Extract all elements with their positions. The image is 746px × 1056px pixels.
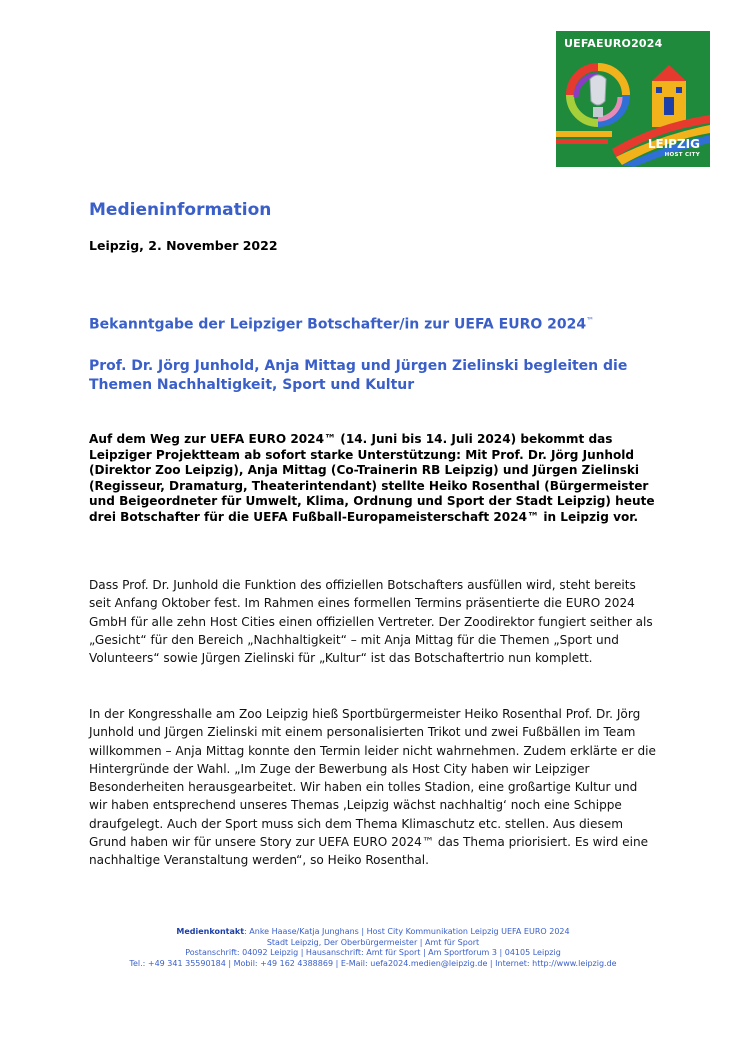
lead-paragraph: Auf dem Weg zur UEFA EURO 2024™ (14. Juni bis 14. Juli 2024) bekommt das Leipziger Projektteam ab sofort starke Unterstützung: Mit Prof. Dr. Jörg Junhold (Direktor Zoo Leipzig), Anja Mittag (Co-Trainerin RB Leipzig) und Jürgen Zielinski (Regisseur, Dramaturg, Theaterintendant) stellte Heiko Rosenthal (Bürgermeister und Beigeordneter für Umwelt, Klima, Ordnung und Sport der Stadt Leipzig) heute drei Botschafter für die UEFA Fußball-Europameisterschaft 2024™ in Leipzig vor. (89, 432, 655, 524)
footer-line-2: Stadt Leipzig, Der Oberbürgermeister | Amt für Sport (266, 937, 480, 947)
contact-text: : Anke Haase/Katja Junghans | Host City Kommunikation Leipzig UEFA EURO 2024 (244, 927, 570, 936)
logo-title: UEFAEURO2024 (564, 37, 663, 50)
footer-line-3: Postanschrift: 04092 Leipzig | Hausanschrift: Amt für Sport | Am Sportforum 3 | 04105 Leipzig (185, 948, 561, 958)
footer-line-1 (60, 927, 686, 938)
article-subtitle: Prof. Dr. Jörg Junhold, Anja Mittag und Jürgen Zielinski begleiten die Themen Nachhaltigkeit, Sport und Kultur (89, 358, 628, 393)
contact-label: Medienkontakt (176, 927, 245, 936)
body-paragraph-2: In der Kongresshalle am Zoo Leipzig hieß Sportbürgermeister Heiko Rosenthal Prof. Dr. Jörg Junhold und Jürgen Zielinski mit einem personalisierten Trikot und zwei Fußbällen im Team willkommen – Anja Mittag konnte den Termin leider nicht wahrnehmen. Zudem erklärte er die Hintergründe der Wahl. „Im Zuge der Bewerbung als Host City haben wir Leipziger Besonderheiten herausgearbeitet. Wir haben ein tolles Stadion, eine großartige Kultur und wir haben entsprechend unseres Themas ‚Leipzig wächst nachhaltig‘ noch eine Schippe draufgelegt. Auch der Sport muss sich dem Thema Klimaschutz etc. stellen. Aus diesem Grund haben wir für unsere Story zur UEFA EURO 2024™ das Thema priorisiert. Es wird eine nachhaltige Veranstaltung werden“, so Heiko Rosenthal. (89, 707, 656, 868)
uefa-euro-2024-leipzig-logo (556, 31, 710, 167)
logo-host-city: HOST CITY (664, 152, 700, 158)
article-title (89, 316, 594, 333)
footer-line-4: Tel.: +49 341 35590184 | Mobil: +49 162 4388869 | E-Mail: uefa2024.medien@leipzig.de | Internet: http://www.leipzig.de (129, 958, 617, 968)
media-contact-footer (60, 927, 686, 969)
dateline: Leipzig, 2. November 2022 (89, 238, 278, 253)
logo-city-name: LEIPZIG (647, 137, 700, 151)
section-title: Medieninformation (89, 200, 272, 220)
trademark-symbol: ™ (586, 316, 595, 325)
article-title-text: Bekanntgabe der Leipziger Botschafter/in zur UEFA EURO 2024 (89, 316, 587, 333)
body-paragraph-1: Dass Prof. Dr. Junhold die Funktion des offiziellen Botschafters ausfüllen wird, steht bereits seit Anfang Oktober fest. Im Rahmen eines formellen Termins präsentierte die EURO 2024 GmbH für alle zehn Host Cities einen offiziellen Vertreter. Der Zoodirektor fungiert seither als „Gesicht“ für den Bereich „Nachhaltigkeit“ – mit Anja Mittag für die Themen „Sport und Volunteers“ sowie Jürgen Zielinski für „Kultur“ ist das Botschaftertrio nun komplett. (89, 578, 653, 666)
